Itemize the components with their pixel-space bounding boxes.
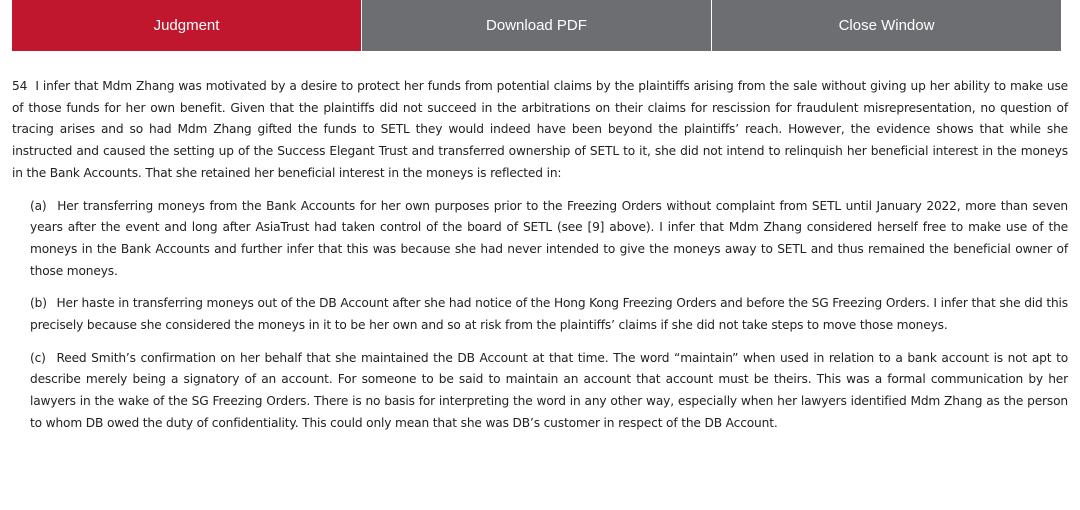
subparagraph-marker: (c) [30, 350, 46, 365]
subparagraph-marker: (b) [30, 296, 47, 311]
subparagraph-b [12, 293, 1068, 336]
paragraph-54 [12, 76, 1068, 185]
subparagraph-text: Her haste in transferring moneys out of the DB Account after she had notice of the Hong Kong Freezing Orders and before the SG Freezing Orders. I infer that she did this precisely because she considered the moneys in it to be her own and so at risk from the plaintiffs’ claims if she did not take steps to move those moneys. [30, 296, 1068, 333]
subparagraph-marker: (a) [30, 198, 47, 213]
subparagraph-text: Her transferring moneys from the Bank Accounts for her own purposes prior to the Freezing Orders without complaint from SETL until January 2022, more than seven years after the event and long after AsiaTrust had taken control of the board of SETL (see [9] above). I infer that Mdm Zhang considered herself free to make use of the moneys in the Bank Accounts and further infer that this was because she had never intended to give the moneys away to SETL and thus remained the beneficial owner of those moneys. [30, 198, 1068, 278]
paragraph-number: 54 [12, 79, 28, 93]
download-pdf-button[interactable]: Download PDF [361, 0, 711, 51]
close-window-button[interactable]: Close Window [711, 0, 1061, 51]
subparagraph-c [12, 348, 1068, 435]
judgment-content [12, 76, 1068, 446]
tab-judgment[interactable]: Judgment [12, 0, 361, 51]
subparagraph-a [12, 196, 1068, 283]
subparagraph-text: Reed Smith’s confirmation on her behalf that she maintained the DB Account at that time. The word “maintain” when used in relation to a bank account is not apt to describe merely being a signatory of an account. For someone to be said to maintain an account that account must be theirs. This was a formal communication by her lawyers in the wake of the SG Freezing Orders. There is no basis for interpreting the word in any other way, especially when her lawyers identified Mdm Zhang as the person to whom DB owed the duty of confidentiality. This could only mean that she was DB’s customer in respect of the DB Account. [30, 350, 1069, 430]
paragraph-text: I infer that Mdm Zhang was motivated by a desire to protect her funds from potential claims by the plaintiffs arising from the sale without giving up her ability to make use of those funds for her own benefit. Given that the plaintiffs did not succeed in the arbitrations on their claims for rescission for fraudulent misrepresentation, no question of tracing arises and so had Mdm Zhang gifted the funds to SETL they would indeed have been beyond the plaintiffs’ reach. However, the evidence shows that while she instructed and caused the setting up of the Success Elegant Trust and transferred ownership of SETL to it, she did not intend to relinquish her beneficial interest in the moneys in the Bank Accounts. That she retained her beneficial interest in the moneys is reflected in: [12, 79, 1068, 180]
toolbar [12, 0, 1061, 51]
